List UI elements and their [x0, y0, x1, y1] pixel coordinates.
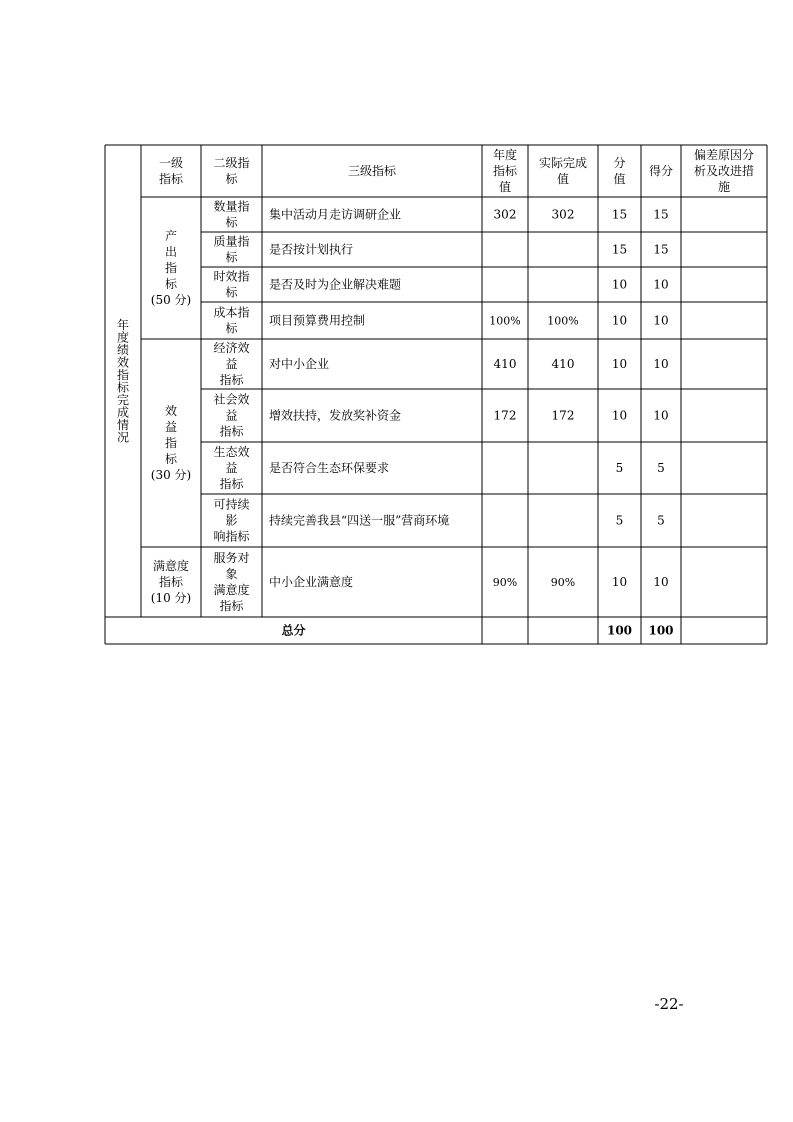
score-value-line: 5 [657, 461, 665, 475]
level2-cell-line: 标 [225, 250, 238, 265]
target-value-line: 90% [492, 576, 518, 589]
level2-cell-line: 时效指 [213, 269, 250, 284]
level2-cell [213, 497, 250, 544]
level3-cell-line: 持续完善我县“四送一服”营商环境 [269, 513, 450, 528]
group-label-line: 满意度 [152, 559, 190, 573]
level2-cell-line: 满意度 [213, 583, 250, 597]
weight-value [612, 278, 627, 292]
header-deviation [694, 147, 754, 194]
total-weight [607, 624, 632, 638]
target-value [494, 208, 517, 222]
total-label [281, 623, 305, 638]
level3-cell-line: 是否符合生态环保要求 [269, 461, 390, 475]
side-label-char: 效 [116, 355, 130, 370]
score-value [653, 314, 668, 328]
weight-value [612, 409, 627, 423]
level2-cell-line: 益 [225, 357, 238, 371]
group-label-line: 效 [164, 404, 178, 418]
level2-cell-line: 益 [225, 461, 238, 475]
group-label-line: 标 [164, 277, 178, 291]
score-value [657, 514, 665, 528]
header-actual-line: 实际完成 [538, 156, 588, 170]
group-label [151, 228, 191, 307]
header-target-line: 指标 [492, 164, 518, 178]
level2-cell-line: 影 [225, 513, 238, 528]
header-level2-line: 二级指 [213, 156, 250, 170]
weight-value-line: 10 [611, 313, 628, 328]
header-target [493, 147, 518, 194]
level2-cell [213, 269, 249, 300]
actual-value [552, 208, 575, 222]
side-label-char: 度 [116, 330, 130, 345]
header-level1-line: 指标 [158, 172, 184, 186]
header-level1 [159, 156, 184, 186]
header-deviation-line: 施 [717, 180, 731, 194]
score-value-line: 10 [653, 277, 669, 292]
header-weight-line: 值 [613, 172, 626, 186]
side-label-char: 标 [116, 380, 130, 395]
score-value [653, 575, 668, 589]
score-value [653, 409, 668, 423]
level2-cell [213, 340, 249, 387]
weight-value [612, 314, 627, 328]
level2-cell-line: 标 [225, 215, 238, 230]
header-target-line: 值 [498, 180, 512, 194]
score-value [657, 461, 665, 475]
header-level2 [213, 155, 249, 186]
score-value-line: 10 [653, 313, 669, 328]
actual-value-line: 90% [550, 576, 576, 589]
actual-value [552, 357, 575, 371]
level2-cell [213, 392, 249, 439]
level2-cell-line: 指标 [219, 373, 244, 387]
header-target-line: 年度 [492, 148, 518, 162]
side-label-char: 年 [116, 317, 130, 332]
header-level3 [348, 163, 397, 178]
weight-value [612, 357, 627, 371]
target-value [489, 315, 520, 328]
level3-cell [269, 460, 389, 475]
target-value [494, 409, 517, 423]
score-value-line: 10 [653, 575, 669, 589]
target-value-line: 100% [489, 314, 521, 328]
weight-value-line: 10 [611, 277, 628, 292]
header-deviation-line: 析及改进措 [693, 164, 755, 178]
level2-cell [213, 199, 249, 230]
weight-value-line: 15 [611, 207, 628, 222]
side-label-char: 绩 [116, 342, 130, 357]
weight-value [612, 208, 627, 222]
level2-cell [213, 550, 249, 613]
group-label [151, 558, 191, 605]
score-value-line: 5 [657, 513, 665, 528]
level2-cell-line: 可持续 [213, 497, 250, 512]
level3-cell [269, 313, 365, 328]
side-label [117, 317, 130, 445]
level3-cell-line: 增效扶持，发放奖补资金 [269, 408, 402, 423]
group-label-line: (10 分) [150, 591, 192, 605]
actual-value-line: 100% [547, 314, 579, 328]
weight-value-line: 5 [615, 461, 624, 475]
weight-value [616, 461, 624, 475]
weight-value [612, 575, 627, 589]
level2-cell-line: 益 [225, 408, 238, 423]
side-label-char: 成 [116, 405, 130, 420]
side-label-char: 完 [116, 392, 130, 407]
score-value-line: 15 [653, 207, 669, 222]
level2-cell [213, 305, 249, 336]
level3-cell [269, 207, 401, 222]
group-label-line: 指 [164, 436, 178, 450]
level2-cell [213, 234, 249, 265]
score-value [653, 243, 668, 257]
weight-value [616, 514, 624, 528]
table-text [117, 147, 754, 638]
group-label-line: 出 [164, 245, 178, 259]
total-score-line: 100 [648, 623, 674, 638]
header-level2-line: 标 [225, 172, 238, 186]
score-value [653, 278, 668, 292]
level2-cell-line: 服务对 [213, 551, 250, 565]
level2-cell-line: 指标 [219, 424, 244, 439]
group-label-line: 指 [164, 261, 178, 275]
side-label-char: 情 [116, 417, 130, 432]
actual-value-line: 302 [551, 207, 575, 222]
actual-value-line: 410 [551, 357, 575, 371]
group-label-line: 益 [164, 420, 178, 434]
level3-cell [269, 408, 401, 423]
score-value [653, 208, 668, 222]
target-value-line: 172 [493, 408, 517, 423]
actual-value-line: 172 [551, 408, 575, 423]
group-label-line: (30 分) [150, 468, 192, 482]
header-level3-line: 三级指标 [347, 164, 397, 178]
weight-value-line: 10 [611, 357, 628, 371]
level2-cell [213, 444, 249, 491]
header-score-line: 得分 [648, 164, 674, 178]
weight-value-line: 10 [611, 408, 628, 423]
score-value-line: 15 [653, 242, 669, 257]
level2-cell-line: 指标 [219, 599, 244, 613]
level2-cell-line: 经济效 [213, 341, 250, 355]
group-label-line: 标 [164, 452, 178, 466]
score-value [653, 357, 668, 371]
score-value-line: 10 [653, 408, 669, 423]
target-value-line: 302 [493, 207, 517, 222]
level3-cell-line: 对中小企业 [269, 357, 330, 371]
weight-value-line: 5 [615, 513, 624, 528]
header-score [649, 163, 673, 178]
level3-cell [269, 356, 329, 371]
target-value-line: 410 [493, 357, 517, 371]
level3-cell-line: 是否及时为企业解决难题 [269, 277, 402, 292]
weight-value-line: 10 [611, 575, 628, 589]
target-value [493, 576, 517, 589]
group-label-line: 产 [164, 229, 178, 243]
level3-cell [269, 277, 401, 292]
level2-cell-line: 生态效 [213, 445, 250, 459]
level3-cell [269, 513, 449, 528]
actual-value [547, 315, 578, 328]
target-value [494, 357, 517, 371]
level2-cell-line: 标 [225, 321, 238, 336]
side-label-char: 况 [116, 430, 130, 445]
total-weight-line: 100 [606, 623, 633, 638]
header-level1-line: 一级 [158, 156, 184, 170]
total-score [648, 624, 673, 638]
level2-cell-line: 象 [225, 567, 238, 581]
header-weight [613, 155, 625, 186]
total-label-line: 总分 [281, 623, 306, 638]
level2-cell-line: 社会效 [213, 392, 250, 407]
level3-cell [269, 242, 353, 257]
level3-cell-line: 项目预算费用控制 [269, 313, 366, 328]
header-actual-line: 值 [556, 172, 570, 186]
level2-cell-line: 标 [225, 285, 238, 300]
header-deviation-line: 偏差原因分 [693, 148, 755, 162]
level3-cell-line: 集中活动月走访调研企业 [269, 207, 402, 222]
header-weight-line: 分 [613, 156, 626, 170]
group-label-line: (50 分) [150, 293, 192, 307]
group-label-line: 指标 [158, 575, 184, 589]
group-label [151, 404, 191, 482]
level2-cell-line: 响指标 [213, 529, 250, 544]
level2-cell-line: 数量指 [213, 199, 250, 214]
header-actual [539, 155, 587, 186]
level3-cell-line: 是否按计划执行 [269, 242, 354, 257]
level3-cell [269, 574, 353, 589]
side-label-char: 指 [116, 367, 130, 382]
weight-value [612, 243, 627, 257]
level2-cell-line: 成本指 [213, 305, 250, 320]
score-value-line: 10 [653, 357, 669, 371]
level3-cell-line: 中小企业满意度 [269, 575, 354, 589]
actual-value [552, 409, 575, 423]
actual-value [551, 576, 575, 589]
level2-cell-line: 指标 [219, 477, 244, 491]
weight-value-line: 15 [611, 242, 628, 257]
page-number: -22- [654, 995, 684, 1013]
level2-cell-line: 质量指 [213, 234, 250, 249]
